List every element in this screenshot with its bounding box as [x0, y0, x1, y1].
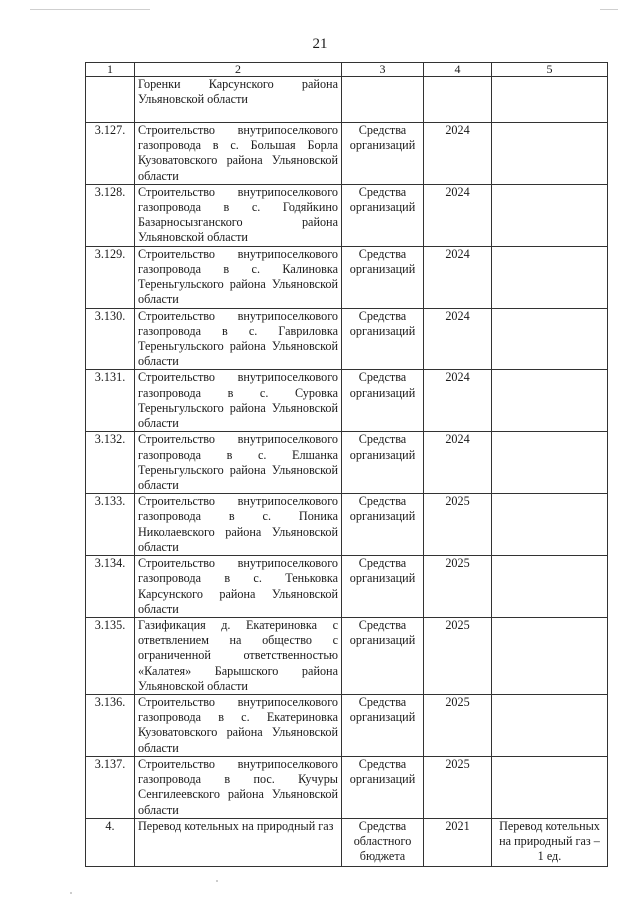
measure-description: Горенки Карсунского района Ульяновской области — [135, 77, 342, 123]
row-number: 3.132. — [86, 432, 135, 494]
row-number — [86, 77, 135, 123]
row-number: 3.129. — [86, 246, 135, 308]
funding-source: Средства организаций — [342, 246, 424, 308]
measure-description: Строительство внутрипоселкового газопровода в с. Поника Николаевского района Ульяновской области — [135, 494, 342, 556]
funding-source: Средства организаций — [342, 184, 424, 246]
expected-result — [492, 695, 608, 757]
expected-result — [492, 556, 608, 618]
funding-source: Средства организаций — [342, 757, 424, 819]
scan-artifact — [70, 892, 72, 894]
expected-result — [492, 618, 608, 695]
column-header: 5 — [492, 63, 608, 77]
row-number: 3.128. — [86, 184, 135, 246]
table-row — [86, 246, 608, 308]
year: 2024 — [424, 246, 492, 308]
measure-description: Строительство внутрипоселкового газопровода в с. Большая Борла Кузоватовского района Ульяновской области — [135, 123, 342, 185]
funding-source: Средства организаций — [342, 695, 424, 757]
column-header: 4 — [424, 63, 492, 77]
measure-description: Строительство внутрипоселкового газопровода в с. Калиновка Тереньгульского района Ульяновской области — [135, 246, 342, 308]
measure-description: Строительство внутрипоселкового газопровода в с. Елшанка Тереньгульского района Ульяновской области — [135, 432, 342, 494]
measure-description: Строительство внутрипоселкового газопровода в с. Екатериновка Кузоватовского района Ульяновской области — [135, 695, 342, 757]
expected-result — [492, 494, 608, 556]
page-number: 21 — [312, 36, 328, 52]
year — [424, 77, 492, 123]
funding-source: Средства организаций — [342, 494, 424, 556]
table-row — [86, 819, 608, 867]
table-row — [86, 370, 608, 432]
expected-result — [492, 246, 608, 308]
plan-table — [85, 62, 608, 867]
row-number: 3.134. — [86, 556, 135, 618]
table-row — [86, 123, 608, 185]
year: 2025 — [424, 556, 492, 618]
row-number: 3.130. — [86, 308, 135, 370]
expected-result: Перевод котельных на природный газ – 1 ед. — [492, 819, 608, 867]
table-row — [86, 432, 608, 494]
year: 2021 — [424, 819, 492, 867]
funding-source: Средства организаций — [342, 123, 424, 185]
year: 2024 — [424, 308, 492, 370]
year: 2025 — [424, 618, 492, 695]
year: 2024 — [424, 432, 492, 494]
measure-description: Газификация д. Екатериновка с ответвлением на общество с ограниченной ответственностью «Калатея» Барышского района Ульяновской области — [135, 618, 342, 695]
measure-description: Строительство внутрипоселкового газопровода в с. Годяйкино Базарносызганского района Ульяновской области — [135, 184, 342, 246]
expected-result — [492, 184, 608, 246]
expected-result — [492, 370, 608, 432]
measure-description: Строительство внутрипоселкового газопровода в с. Суровка Тереньгульского района Ульяновской области — [135, 370, 342, 432]
table-row — [86, 618, 608, 695]
funding-source: Средства областного бюджета — [342, 819, 424, 867]
table-row — [86, 308, 608, 370]
row-number: 3.136. — [86, 695, 135, 757]
expected-result — [492, 123, 608, 185]
year: 2024 — [424, 123, 492, 185]
measure-description: Строительство внутрипоселкового газопровода в пос. Кучуры Сенгилеевского района Ульяновской области — [135, 757, 342, 819]
scan-artifact — [600, 9, 618, 10]
funding-source: Средства организаций — [342, 308, 424, 370]
row-number: 3.127. — [86, 123, 135, 185]
funding-source: Средства организаций — [342, 432, 424, 494]
table-row — [86, 556, 608, 618]
funding-source: Средства организаций — [342, 556, 424, 618]
funding-source: Средства организаций — [342, 618, 424, 695]
expected-result — [492, 757, 608, 819]
row-number: 3.131. — [86, 370, 135, 432]
expected-result — [492, 432, 608, 494]
column-header: 1 — [86, 63, 135, 77]
scan-artifact — [216, 880, 218, 882]
row-number: 3.135. — [86, 618, 135, 695]
funding-source — [342, 77, 424, 123]
table-row — [86, 757, 608, 819]
column-header: 3 — [342, 63, 424, 77]
measure-description: Перевод котельных на природный газ — [135, 819, 342, 867]
year: 2025 — [424, 494, 492, 556]
row-number: 3.133. — [86, 494, 135, 556]
row-number: 4. — [86, 819, 135, 867]
funding-source: Средства организаций — [342, 370, 424, 432]
measure-description: Строительство внутрипоселкового газопровода в с. Гавриловка Тереньгульского района Ульяновской области — [135, 308, 342, 370]
measure-description: Строительство внутрипоселкового газопровода в с. Теньковка Карсунского района Ульяновской области — [135, 556, 342, 618]
expected-result — [492, 77, 608, 123]
table-row — [86, 184, 608, 246]
year: 2025 — [424, 757, 492, 819]
table-row — [86, 695, 608, 757]
column-header: 2 — [135, 63, 342, 77]
scan-artifact — [30, 9, 150, 10]
year: 2024 — [424, 370, 492, 432]
table-row — [86, 77, 608, 123]
year: 2024 — [424, 184, 492, 246]
year: 2025 — [424, 695, 492, 757]
row-number: 3.137. — [86, 757, 135, 819]
table-row — [86, 494, 608, 556]
table-header-row — [86, 63, 608, 77]
expected-result — [492, 308, 608, 370]
